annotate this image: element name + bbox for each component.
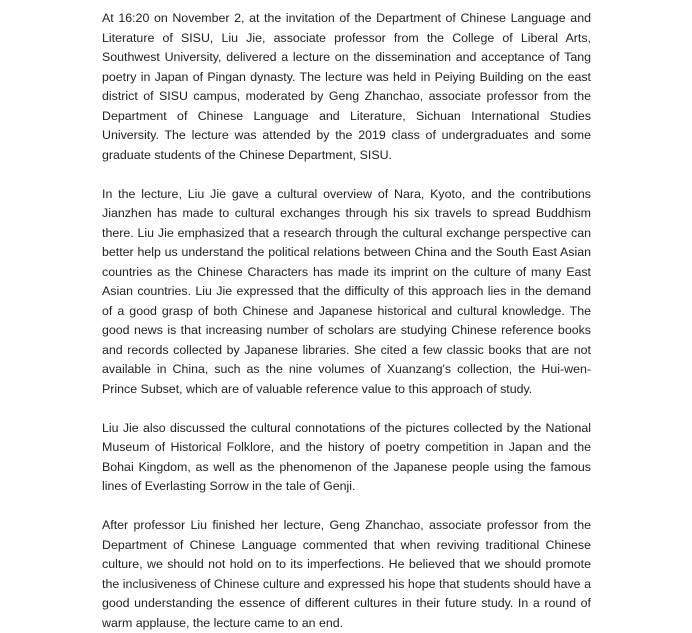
paragraph-cultural-connotations: Liu Jie also discussed the cultural connotations of the pictures collected by the National Museum of Historical Folklore, and the history of poetry competition in Japan and the Bohai Kingdom, as well as the phenomenon of the Japanese people using the famous lines of Everlasting Sorrow in the tale of Genji. (102, 420, 591, 493)
article-body (102, 9, 591, 633)
paragraph-invitation: At 16:20 on November 2, at the invitation of the Department of Chinese Language and Literature of SISU, Liu Jie, associate professor from the College of Liberal Arts, Southwest University, delivered a lecture on the dissemination and acceptance of Tang poetry in Japan of Pingan dynasty. The lecture was held in Peiying Building on the east district of SISU campus, moderated by Geng Zhanchao, associate professor from the Department of Chinese Language and Literature, Sichuan International Studies University. The lecture was attended by the 2019 class of undergraduates and some graduate students of the Chinese Department, SISU. (102, 11, 591, 162)
paragraph-lecture-content: In the lecture, Liu Jie gave a cultural overview of Nara, Kyoto, and the contributions Jianzhen has made to cultural exchanges through his six travels to spread Buddhism there. Liu Jie emphasized that a research through the cultural exchange perspective can better help us understand the political relations between China and the South East Asian countries as the Chinese Characters has made its imprint on the culture of many East Asian countries. Liu Jie expressed that the difficulty of this approach lies in the demand of a good grasp of both Chinese and Japanese historical and cultural knowledge. The good news is that increasing number of scholars are studying Chinese reference books and records collected by Japanese libraries. She cited a few classic books that are not available in China, such as the nine volumes of Xuanzang's collection, the Hui-wen-Prince Subset, which are of valuable reference value to this approach of study. (102, 186, 591, 396)
paragraph-closing-remarks: After professor Liu finished her lecture, Geng Zhanchao, associate professor from the Department of Chinese Language commented that when reviving traditional Chinese culture, we should not hold on to its imperfections. He believed that we should promote the inclusiveness of Chinese culture and expressed his hope that students should have a good understanding the essence of different cultures in their future study. In a round of warm applause, the lecture came to an end. (102, 518, 591, 630)
